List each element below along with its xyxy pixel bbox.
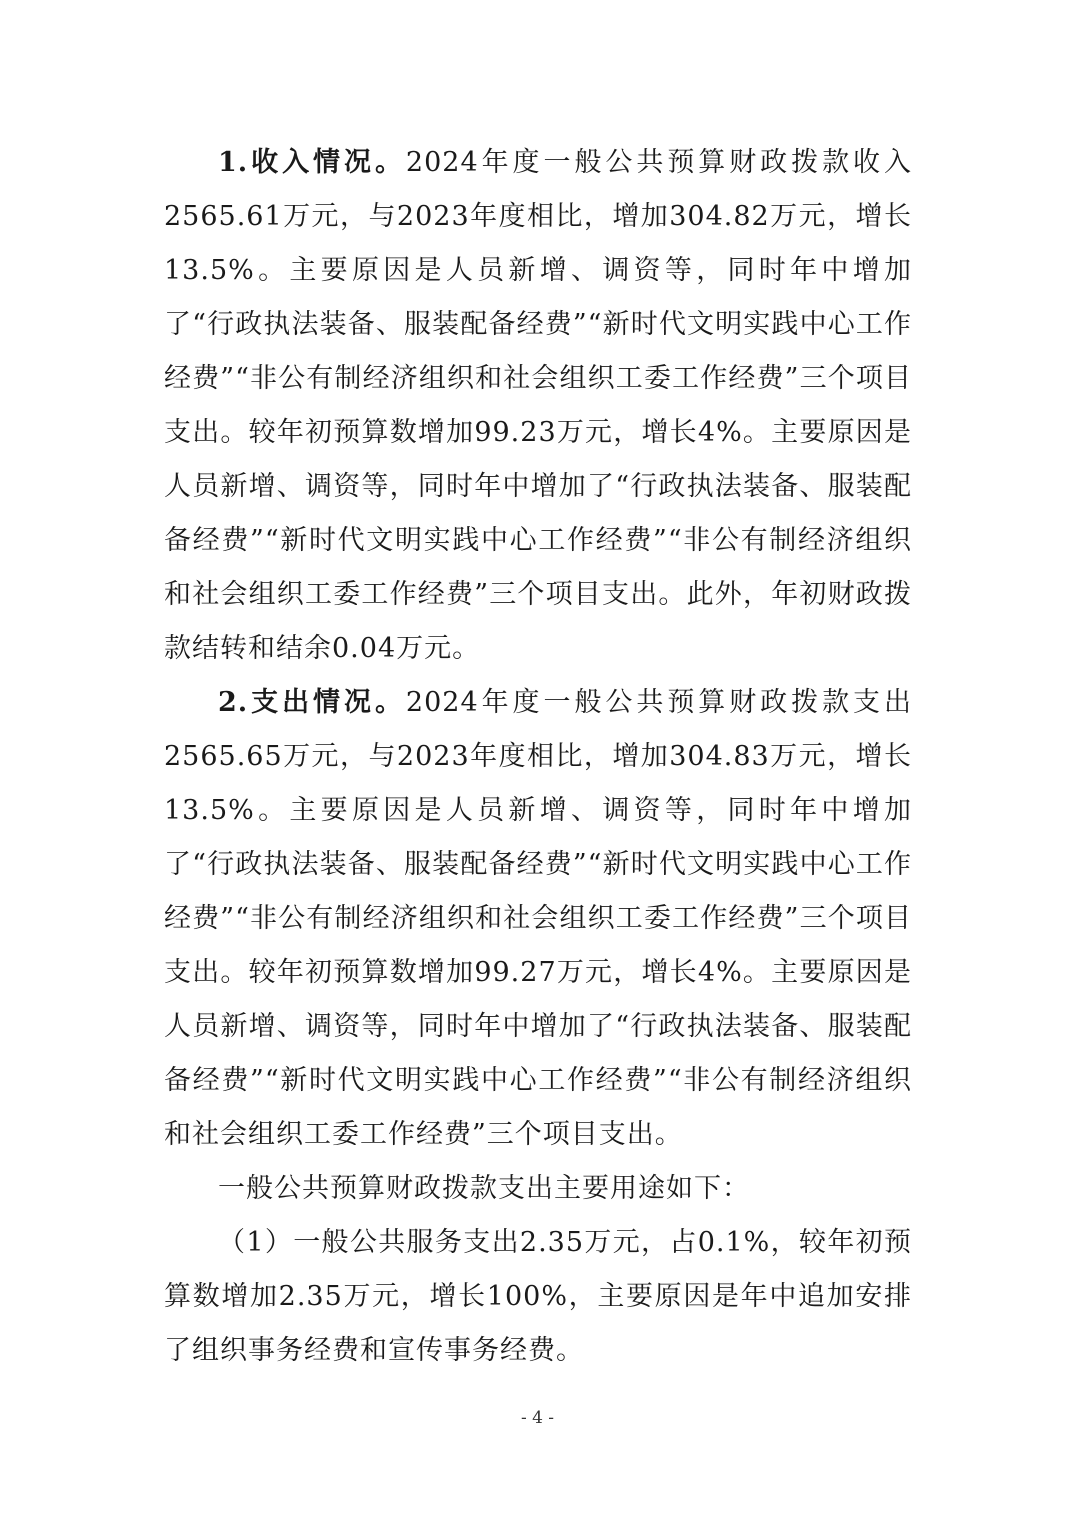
general-public-service-text: （1）一般公共服务支出2.35万元，占0.1%，较年初预算数增加2.35万元，增长100%，主要原因是年中追加安排了组织事务经费和宣传事务经费。 — [164, 1227, 912, 1366]
page-number: - 4 - — [520, 1408, 555, 1428]
income-heading: 1.收入情况。 — [218, 147, 406, 178]
usage-intro-paragraph — [164, 1162, 912, 1216]
income-text: 2024年度一般公共预算财政拨款收入2565.61万元，与2023年度相比，增加304.82万元，增长13.5%。主要原因是人员新增、调资等，同时年中增加了“行政执法装备、服装配备经费”“新时代文明实践中心工作经费”“非公有制经济组织和社会组织工委工作经费”三个项目支出。较年初预算数增加99.23万元，增长4%。主要原因是人员新增、调资等，同时年中增加了“行政执法装备、服装配备经费”“新时代文明实践中心工作经费”“非公有制经济组织和社会组织工委工作经费”三个项目支出。此外，年初财政拨款结转和结余0.04万元。 — [164, 147, 912, 664]
expense-paragraph — [164, 676, 912, 1162]
expense-heading: 2.支出情况。 — [218, 687, 406, 718]
usage-intro-text: 一般公共预算财政拨款支出主要用途如下： — [218, 1173, 750, 1204]
expense-text: 2024年度一般公共预算财政拨款支出2565.65万元，与2023年度相比，增加304.83万元，增长13.5%。主要原因是人员新增、调资等，同时年中增加了“行政执法装备、服装配备经费”“新时代文明实践中心工作经费”“非公有制经济组织和社会组织工委工作经费”三个项目支出。较年初预算数增加99.27万元，增长4%。主要原因是人员新增、调资等，同时年中增加了“行政执法装备、服装配备经费”“新时代文明实践中心工作经费”“非公有制经济组织和社会组织工委工作经费”三个项目支出。 — [164, 687, 912, 1150]
income-paragraph — [164, 136, 912, 676]
general-public-service-paragraph — [164, 1216, 912, 1378]
document-body — [164, 136, 912, 1378]
